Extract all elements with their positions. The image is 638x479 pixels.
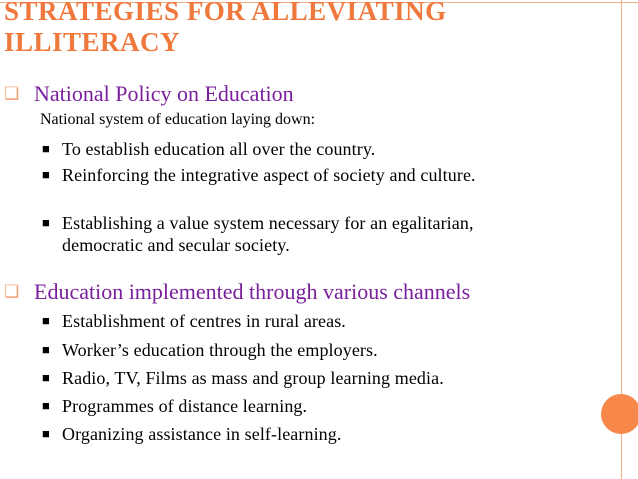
filled-square-bullet-icon: ■ — [42, 141, 50, 156]
section-heading-row — [0, 80, 294, 108]
list-item-text: Organizing assistance in self-learning. — [62, 424, 342, 444]
list-item-text: Establishment of centres in rural areas. — [62, 311, 346, 331]
decorative-circle — [601, 394, 638, 434]
list-item — [40, 138, 600, 160]
list-item-text: Programmes of distance learning. — [62, 396, 308, 416]
hollow-square-bullet-icon: ❏ — [4, 282, 20, 301]
section-heading: Education implemented through various channels — [34, 279, 471, 304]
list-item-text: To establish education all over the country. — [62, 139, 376, 159]
list-item-text: Establishing a value system necessary for an egalitarian, democratic and secular society. — [62, 213, 474, 255]
section-heading-row — [0, 278, 470, 306]
list-item — [40, 367, 444, 389]
slide-title: STRATEGIES FOR ALLEVIATING ILLITERACY — [4, 0, 447, 57]
list-item — [40, 339, 378, 361]
list-item — [40, 164, 550, 186]
list-item — [40, 395, 307, 417]
list-item-text: Reinforcing the integrative aspect of society and culture. — [62, 165, 476, 185]
section-heading: National Policy on Education — [34, 81, 294, 106]
list-item-text: Radio, TV, Films as mass and group learning media. — [62, 368, 444, 388]
section-note: National system of education laying down: — [40, 111, 316, 128]
filled-square-bullet-icon: ■ — [42, 426, 50, 441]
filled-square-bullet-icon: ■ — [42, 215, 50, 230]
filled-square-bullet-icon: ■ — [42, 167, 50, 182]
list-item — [40, 212, 550, 256]
filled-square-bullet-icon: ■ — [42, 313, 50, 328]
hollow-square-bullet-icon: ❏ — [4, 84, 20, 103]
list-item — [40, 310, 346, 332]
list-item — [40, 423, 341, 445]
filled-square-bullet-icon: ■ — [42, 342, 50, 357]
filled-square-bullet-icon: ■ — [42, 370, 50, 385]
list-item-text: Worker’s education through the employers. — [62, 340, 378, 360]
filled-square-bullet-icon: ■ — [42, 398, 50, 413]
